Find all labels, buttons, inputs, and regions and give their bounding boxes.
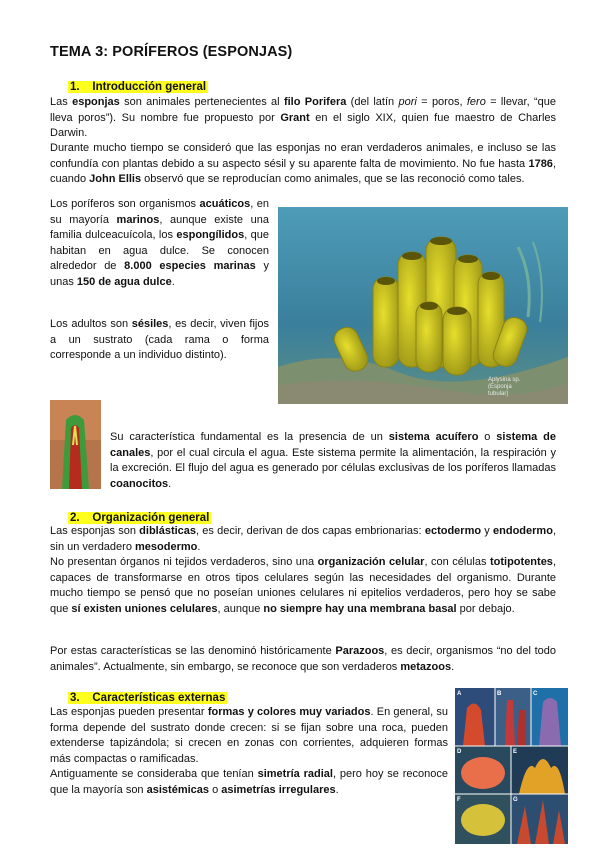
section-heading-introduccion: 1. Introducción general	[70, 81, 207, 93]
paragraph-organization-3: Por estas características se las denominó históricamente Parazoos, es decir, organismos “no del todo animales”. Actualmente, sin embargo, se reconoce que son verdaderos metazoos.	[50, 645, 556, 673]
collage-label-f: F	[457, 797, 461, 803]
paragraph-intro-2: Durante mucho tiempo se consideró que las esponjas no eran verdaderos animales, e incluso se las confundía con plantas debido a su aspecto sésil y su aparente falta de movimiento. No fue hasta 1786, cuando John Ellis observó que se reproducían como animales, que se las reconoció como tales.	[50, 142, 556, 185]
yellow-tube-sponge-photo	[278, 207, 568, 404]
paragraph-aquatic: Los poríferos son organismos acuáticos, en su mayoría marinos, aunque existe una familia dulceacuícola, los espongílidos, que habitan en agua dulce. Se conocen alrededor de 8.000 especies marinas y unas 150 de agua dulce.	[50, 198, 270, 288]
paragraph-canal-system: Su característica fundamental es la presencia de un sistema acuífero o sistema de canales, por el cual circula el agua. Este sistema permite la alimentación, la respiración y la excreción. El flujo del agua es generado por células exclusivas de los poríferos llamadas coanocitos.	[110, 431, 556, 490]
paragraph-external-1: Las esponjas pueden presentar formas y colores muy variados. En general, su forma depende del sustrato donde crecen: si se fijan sobre una roca, pueden extenderse tapizándola; si crecen en zonas con corrientes, adquieren formas más compactas o ramificadas.	[50, 706, 448, 765]
collage-label-b: B	[497, 691, 502, 697]
collage-label-c: C	[533, 691, 538, 697]
page-title: TEMA 3: PORÍFEROS (ESPONJAS)	[50, 44, 293, 60]
paragraph-organization-2: No presentan órganos ni tejidos verdaderos, sino una organización celular, con células totipotentes, capaces de transformarse en otros tipos celulares según las necesidades del organismo. Durante mucho tiempo se pensó que no poseían uniones celulares ni epitelios verdaderos, pero hoy se sabe que sí existen uniones celulares, aunque no siempre hay una membrana basal por debajo.	[50, 556, 556, 615]
collage-label-e: E	[513, 749, 518, 755]
canal-system-sponge-photo	[50, 400, 101, 489]
section-heading-caracteristicas: 3. Características externas	[70, 692, 226, 704]
paragraph-sessile: Los adultos son sésiles, es decir, viven fijos a un sustrato (cada rama o forma corresponde a un individuo distinto).	[50, 318, 269, 361]
collage-label-d: D	[457, 749, 462, 755]
collage-label-g: G	[513, 797, 518, 803]
paragraph-organization-1: Las esponjas son diblásticas, es decir, derivan de dos capas embrionarias: ectodermo y endodermo, sin un verdadero mesodermo.	[50, 525, 556, 553]
paragraph-external-2: Antiguamente se consideraba que tenían simetría radial, pero hoy se reconoce que la mayoría son asistémicas o asimetrías irregulares.	[50, 768, 449, 796]
paragraph-intro-1: Las esponjas son animales pertenecientes al filo Porifera (del latín pori = poros, fero = llevar, “que lleva poros”). Su nombre fue propuesto por Grant en el siglo XIX, quien fue maestro de Charles Darwin.	[50, 96, 557, 139]
collage-label-a: A	[457, 691, 462, 697]
photo-caption: Aplysina sp. (Esponja tubular)	[488, 377, 521, 397]
sponge-variety-collage	[455, 688, 568, 844]
section-heading-organizacion: 2. Organización general	[70, 512, 210, 524]
